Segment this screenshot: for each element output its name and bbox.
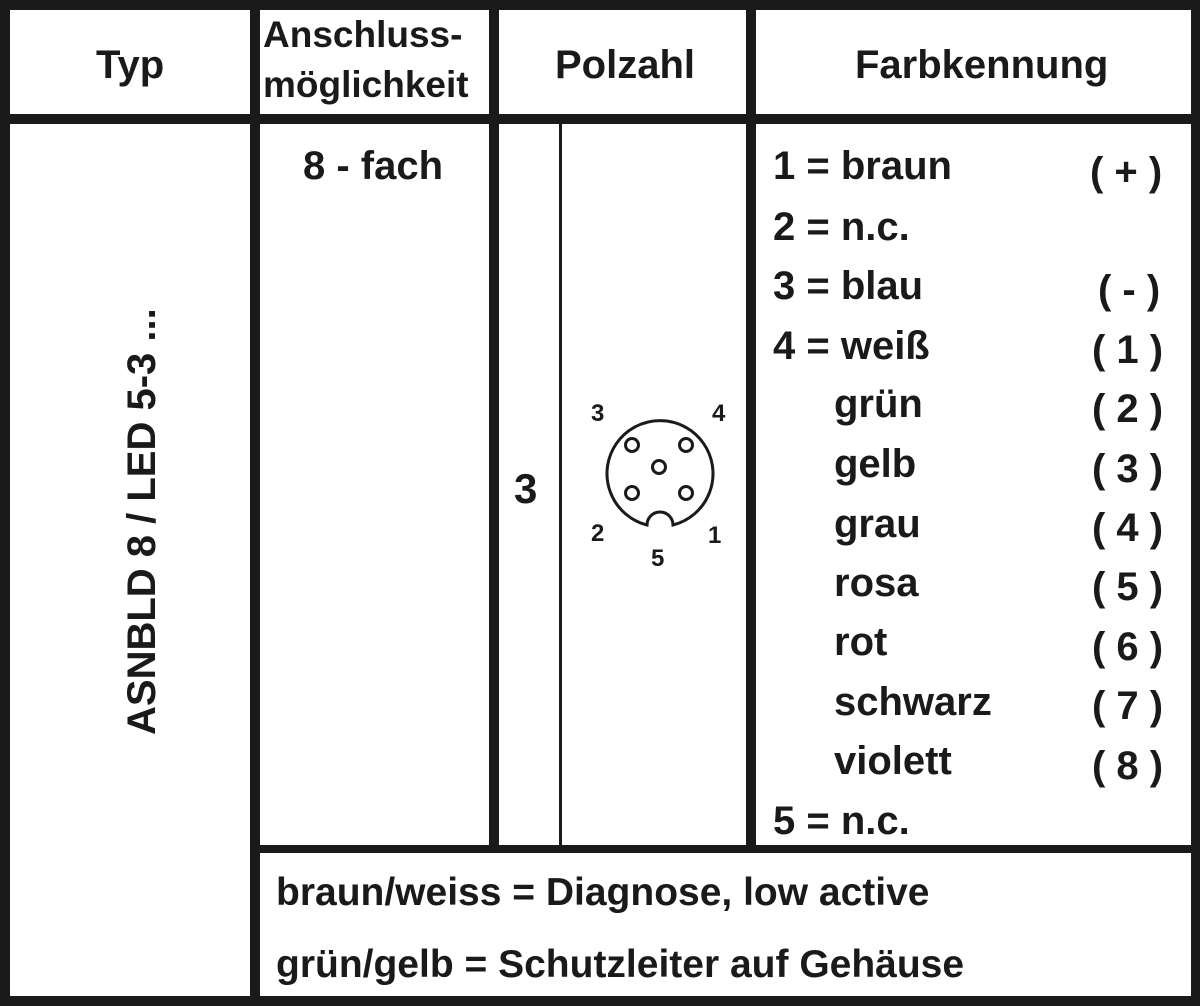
note-schutzleiter: grün/gelb = Schutzleiter auf Gehäuse	[276, 943, 965, 986]
color-row-left: rot	[834, 620, 888, 664]
color-row-left: 4 = weiß	[773, 324, 930, 368]
color-row-left: 2 = n.c.	[773, 205, 910, 249]
pin-hole-1	[680, 487, 693, 500]
column-divider-2	[489, 0, 499, 852]
color-row-left: 5 = n.c.	[773, 799, 910, 843]
color-row-left: schwarz	[834, 680, 992, 724]
color-row-right: ( 1 )	[1092, 328, 1164, 372]
color-row-left: grau	[834, 502, 921, 546]
anschluss-value: 8 - fach	[303, 144, 444, 188]
header-anschluss-line1: Anschluss-	[263, 14, 463, 55]
pin-hole-4	[680, 439, 693, 452]
header-typ: Typ	[96, 43, 165, 87]
color-row-left: 3 = blau	[773, 264, 924, 308]
pin-label-3: 3	[591, 400, 605, 427]
table-border-left	[0, 0, 10, 1006]
pin-label-5: 5	[651, 545, 665, 572]
color-row-right: ( 6 )	[1092, 625, 1164, 669]
pin-label-4: 4	[712, 400, 726, 427]
color-row-right: ( 3 )	[1092, 447, 1164, 491]
color-row-left: 1 = braun	[773, 144, 952, 188]
color-row-right: ( - )	[1098, 268, 1161, 312]
polzahl-thin-divider	[559, 124, 562, 846]
color-row-right: ( + )	[1090, 150, 1163, 194]
header-polzahl: Polzahl	[555, 43, 696, 87]
color-row-right: ( 8 )	[1092, 744, 1164, 788]
note-diagnose: braun/weiss = Diagnose, low active	[276, 871, 930, 914]
type-label: ASNBLD 8 / LED 5-3 ...	[120, 308, 164, 735]
header-divider	[0, 114, 1200, 124]
table-border-bottom	[0, 996, 1200, 1006]
table-border-right	[1191, 0, 1200, 1006]
notes-divider	[250, 845, 1200, 853]
color-row-left: rosa	[834, 561, 919, 605]
color-row-right: ( 5 )	[1092, 565, 1164, 609]
pin-label-1: 1	[708, 522, 722, 549]
header-anschluss-line2: möglichkeit	[263, 64, 469, 105]
pin-label-2: 2	[591, 520, 605, 547]
header-farbkennung: Farbkennung	[855, 43, 1109, 87]
pin-hole-2	[626, 487, 639, 500]
column-divider-1	[250, 0, 260, 1006]
color-row-left: violett	[834, 739, 952, 783]
polzahl-value: 3	[514, 465, 538, 512]
table-border-top	[0, 0, 1200, 10]
color-row-left: grün	[834, 382, 923, 426]
pin-hole-center	[653, 461, 666, 474]
pin-hole-3	[626, 439, 639, 452]
column-divider-3	[746, 0, 756, 852]
color-row-left: gelb	[834, 442, 917, 486]
color-row-right: ( 4 )	[1092, 506, 1164, 550]
color-row-right: ( 7 )	[1092, 684, 1164, 728]
color-row-right: ( 2 )	[1092, 387, 1164, 431]
